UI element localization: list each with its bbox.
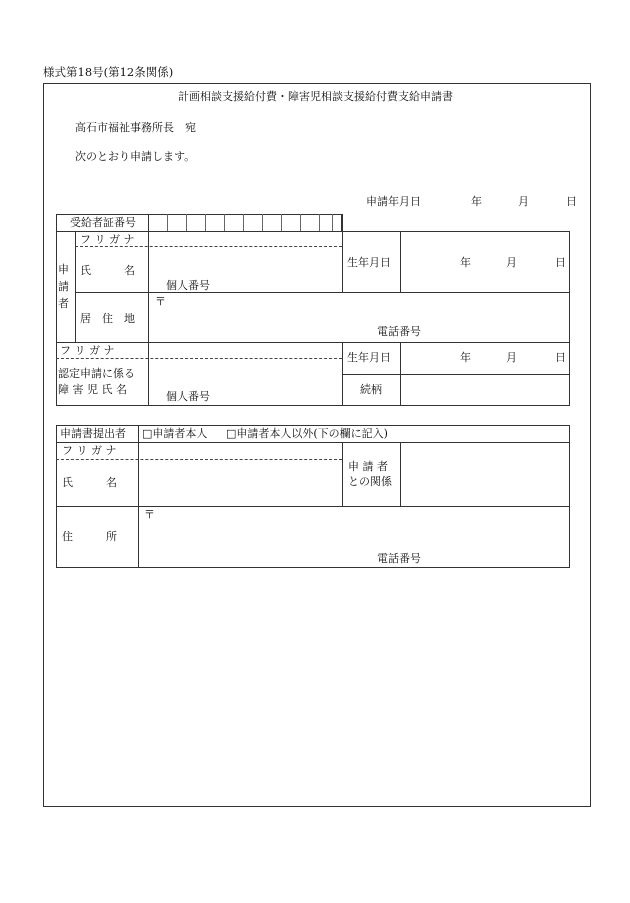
child-birth-label: 生年月日 — [347, 351, 391, 364]
child-relation-input[interactable] — [401, 376, 569, 405]
application-date-day: 日 — [566, 195, 577, 208]
form-number: 様式第18号(第12条関係) — [43, 65, 174, 79]
applicant-birth-year: 年 — [460, 256, 471, 269]
submitter-address-input[interactable] — [139, 508, 569, 546]
submitter-postal-mark-icon: 〒 — [144, 508, 155, 521]
child-birth-month: 月 — [506, 351, 517, 364]
application-date-month: 月 — [518, 195, 529, 208]
child-birth-year: 年 — [460, 351, 471, 364]
submitter-option-self-checkbox[interactable]: □申請者本人 — [142, 427, 208, 440]
applicant-group-label-2: 請 — [58, 280, 69, 293]
submitter-relation-label-line1: 申 請 者 — [348, 460, 388, 473]
submitter-furigana-input[interactable] — [139, 443, 341, 458]
applicant-birth-month: 月 — [506, 256, 517, 269]
applicant-personal-number-label: 個人番号 — [166, 279, 210, 292]
addressee: 高石市福祉事務所長 宛 — [75, 121, 196, 134]
child-furigana-label: フ リ ガ ナ — [60, 344, 115, 357]
applicant-address-input[interactable] — [149, 294, 569, 322]
child-personal-number-label: 個人番号 — [166, 390, 210, 403]
applicant-phone-label: 電話番号 — [377, 325, 421, 338]
submitter-relation-label-line2: との関係 — [348, 475, 392, 488]
applicant-group-label-1: 申 — [58, 263, 69, 276]
submitter-name-input[interactable] — [139, 461, 341, 505]
form-title: 計画相談支援給付費・障害児相談支援給付費支給申請書 — [178, 90, 453, 103]
recipient-number-label: 受給者証番号 — [70, 216, 136, 229]
applicant-furigana-label: フ リ ガ ナ — [80, 233, 135, 246]
submitter-phone-label: 電話番号 — [377, 552, 421, 565]
applicant-name-input[interactable] — [149, 248, 341, 276]
applicant-address-label: 居 住 地 — [80, 312, 135, 325]
postal-mark-icon: 〒 — [155, 295, 166, 308]
submitter-label: 申請書提出者 — [60, 427, 126, 440]
application-date-label: 申請年月日 — [366, 195, 421, 208]
applicant-name-label: 氏 名 — [80, 264, 135, 277]
application-date-year: 年 — [471, 195, 482, 208]
recipient-number-input[interactable] — [149, 215, 341, 231]
child-name-label-line2: 障 害 児 氏 名 — [58, 383, 127, 396]
child-name-label-line1: 認定申請に係る — [58, 367, 135, 380]
applicant-furigana-input[interactable] — [149, 232, 341, 245]
intro-text: 次のとおり申請します。 — [75, 150, 196, 163]
submitter-address-label: 住 所 — [62, 530, 117, 543]
child-relation-label: 続柄 — [360, 383, 382, 396]
child-furigana-input[interactable] — [149, 343, 341, 357]
applicant-group-label-3: 者 — [58, 297, 69, 310]
submitter-name-label: 氏 名 — [62, 476, 117, 489]
child-birth-day: 日 — [555, 351, 566, 364]
submitter-relation-input[interactable] — [401, 443, 569, 505]
submitter-furigana-label: フ リ ガ ナ — [62, 444, 117, 457]
child-name-input[interactable] — [149, 360, 341, 386]
submitter-option-other-checkbox[interactable]: □申請者本人以外(下の欄に記入) — [226, 427, 388, 440]
applicant-birth-day: 日 — [555, 256, 566, 269]
applicant-birth-label: 生年月日 — [347, 256, 391, 269]
